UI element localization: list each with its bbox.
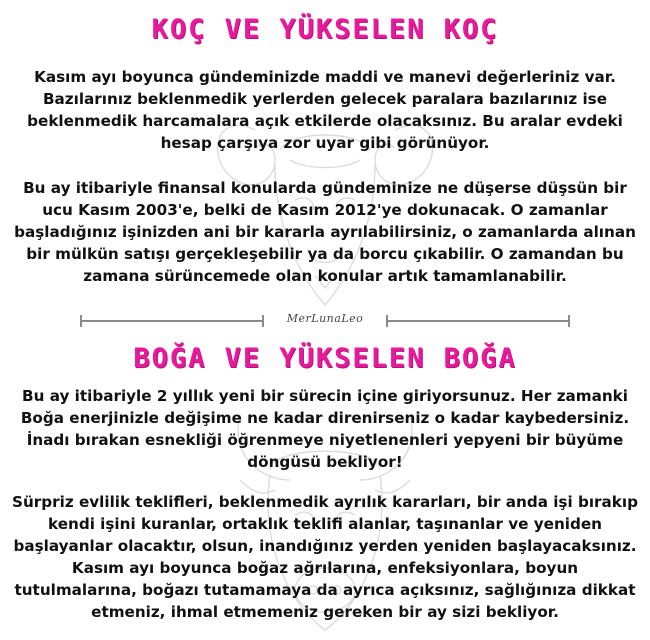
koc-paragraph-1: Kasım ayı boyunca gündeminizde maddi ve manevi değerleriniz var. Bazılarınız beklenmedik yerlerden gelecek paralara bazılarınız ise beklenmedik harcamalara açık etkilerde olacaksınız. Bu aralar evdeki hesap çarşıya zor uyar gibi görünüyor.: [27, 68, 623, 152]
boga-paragraph-2: Sürpriz evlilik teklifleri, beklenmedik ayrılık kararları, bir anda işi bırakıp kendi işini kuranlar, ortaklık teklifi alanlar, taşınanlar ve yeniden başlayanlar olacaktır, olsun, inandığınız yerden yeniden başlayacaksınız. Kasım ayı boyunca boğaz ağrılarına, enfeksiyonlara, boyun tutulmalarına, boğazı tutamamaya da ayrıca açıksınız, sağlığınıza dikkat etmeniz, ihmal etmemeniz gereken bir ay sizi bekliyor.: [12, 493, 638, 621]
author-signature: MerLunaLeo: [286, 312, 364, 325]
boga-paragraph-1: Bu ay itibariyle 2 yıllık yeni bir sürecin içine giriyorsunuz. Her zamanki Boğa enerjinizle değişime ne kadar direnirseniz o kadar kaybedersiniz. İnadı bırakan esnekliği öğrenmeye niyetlenenleri yepyeni bir büyüme döngüsü bekliyor!: [20, 387, 630, 471]
section-title-koc: KOÇ VE YÜKSELEN KOÇ: [151, 14, 499, 45]
section-title-boga: BOĞA VE YÜKSELEN BOĞA: [133, 343, 517, 374]
koc-paragraph-2: Bu ay itibariyle finansal konularda gündeminize ne düşerse düşsün bir ucu Kasım 2003'e, belki de Kasım 2012'ye dokunacak. O zamanlar başladığınız işinizden ani bir kararla ayrılabilirsiniz, o zamanlarda alınan bir mülkün satışı gerçekleşebilir ya da borcu çıkabilir. O zamandan bu zamana sürüncemede olan konular artık tamamlanabilir.: [14, 179, 636, 285]
